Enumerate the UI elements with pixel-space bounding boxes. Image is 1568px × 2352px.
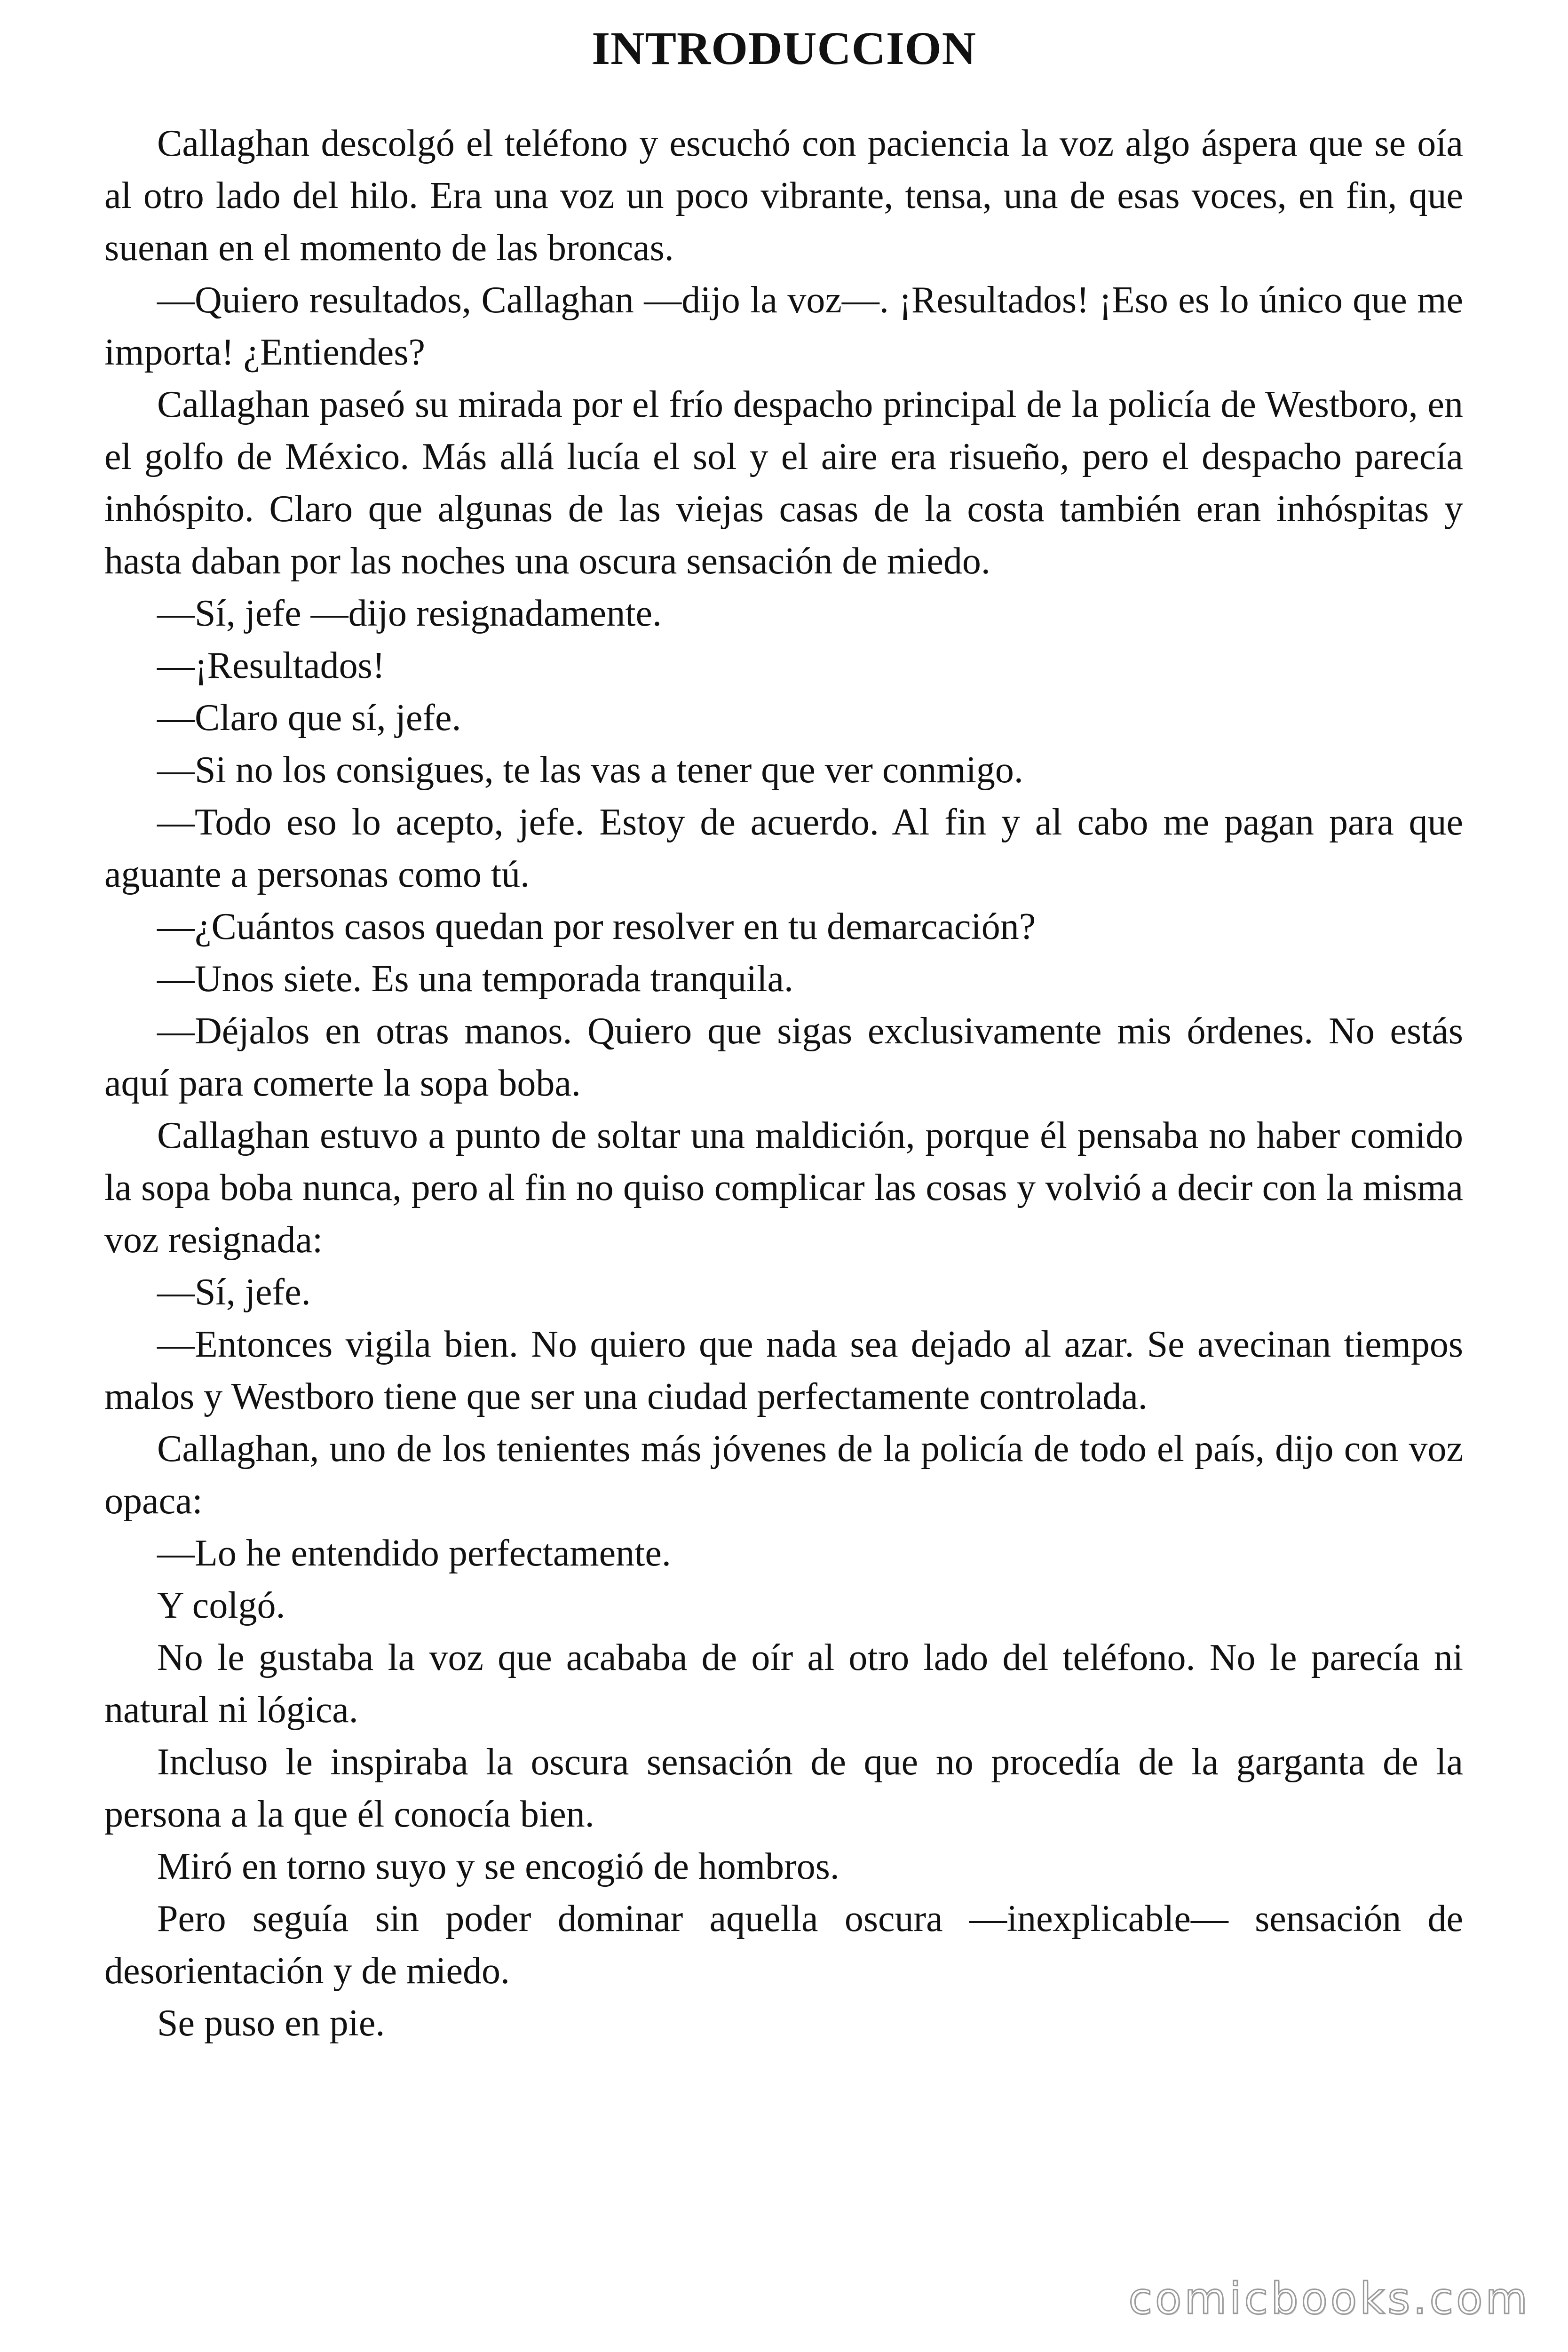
paragraph: —Todo eso lo acepto, jefe. Estoy de acuerdo. Al fin y al cabo me pagan para que aguante a personas como tú. xyxy=(104,802,1463,895)
site-watermark: comicbooks.com xyxy=(1128,2273,1530,2324)
paragraph: —Lo he entendido perfectamente. xyxy=(157,1533,671,1574)
paragraph: Se puso en pie. xyxy=(157,2002,385,2044)
paragraph: —Si no los consigues, te las vas a tener que ver conmigo. xyxy=(157,749,1023,791)
paragraph: —Sí, jefe. xyxy=(157,1271,311,1313)
paragraph: —Unos siete. Es una temporada tranquila. xyxy=(157,958,793,1000)
paragraph: Callaghan descolgó el teléfono y escuchó con paciencia la voz algo áspera que se oía al otro lado del hilo. Era una voz un poco vibrante, tensa, una de esas voces, en fin, que suenan en el momento de las broncas. xyxy=(104,123,1463,269)
paragraph: —Entonces vigila bien. No quiero que nada sea dejado al azar. Se avecinan tiempos malos y Westboro tiene que ser una ciudad perfectamente controlada. xyxy=(104,1324,1463,1417)
paragraph: Y colgó. xyxy=(157,1585,285,1626)
paragraph: Miró en torno suyo y se encogió de hombros. xyxy=(157,1846,839,1887)
body-text xyxy=(104,118,1463,2050)
paragraph: Callaghan paseó su mirada por el frío despacho principal de la policía de Westboro, en el golfo de México. Más allá lucía el sol y el aire era risueño, pero el despacho parecía inhóspito. Claro que algunas de las viejas casas de la costa también eran inhóspitas y hasta daban por las noches una oscura sensación de miedo. xyxy=(104,384,1463,582)
paragraph: —Déjalos en otras manos. Quiero que sigas exclusivamente mis órdenes. No estás aquí para comerte la sopa boba. xyxy=(104,1010,1463,1104)
paragraph: Callaghan, uno de los tenientes más jóvenes de la policía de todo el país, dijo con voz opaca: xyxy=(104,1428,1463,1522)
paragraph: —Quiero resultados, Callaghan —dijo la voz—. ¡Resultados! ¡Eso es lo único que me importa! ¿Entiendes? xyxy=(104,279,1463,373)
paragraph: No le gustaba la voz que acababa de oír al otro lado del teléfono. No le parecía ni natural ni lógica. xyxy=(104,1637,1463,1731)
paragraph: Incluso le inspiraba la oscura sensación de que no procedía de la garganta de la persona a la que él conocía bien. xyxy=(104,1741,1463,1835)
paragraph: —Sí, jefe —dijo resignadamente. xyxy=(157,593,662,634)
paragraph: Callaghan estuvo a punto de soltar una maldición, porque él pensaba no haber comido la sopa boba nunca, pero al fin no quiso complicar las cosas y volvió a decir con la misma voz resignada: xyxy=(104,1115,1463,1261)
paragraph: Pero seguía sin poder dominar aquella oscura —inexplicable— sensación de desorientación y de miedo. xyxy=(104,1898,1463,1992)
paragraph: —¡Resultados! xyxy=(157,645,385,686)
paragraph: —Claro que sí, jefe. xyxy=(157,697,461,739)
chapter-title: INTRODUCCION xyxy=(592,22,976,74)
paragraph: —¿Cuántos casos quedan por resolver en tu demarcación? xyxy=(157,906,1036,947)
